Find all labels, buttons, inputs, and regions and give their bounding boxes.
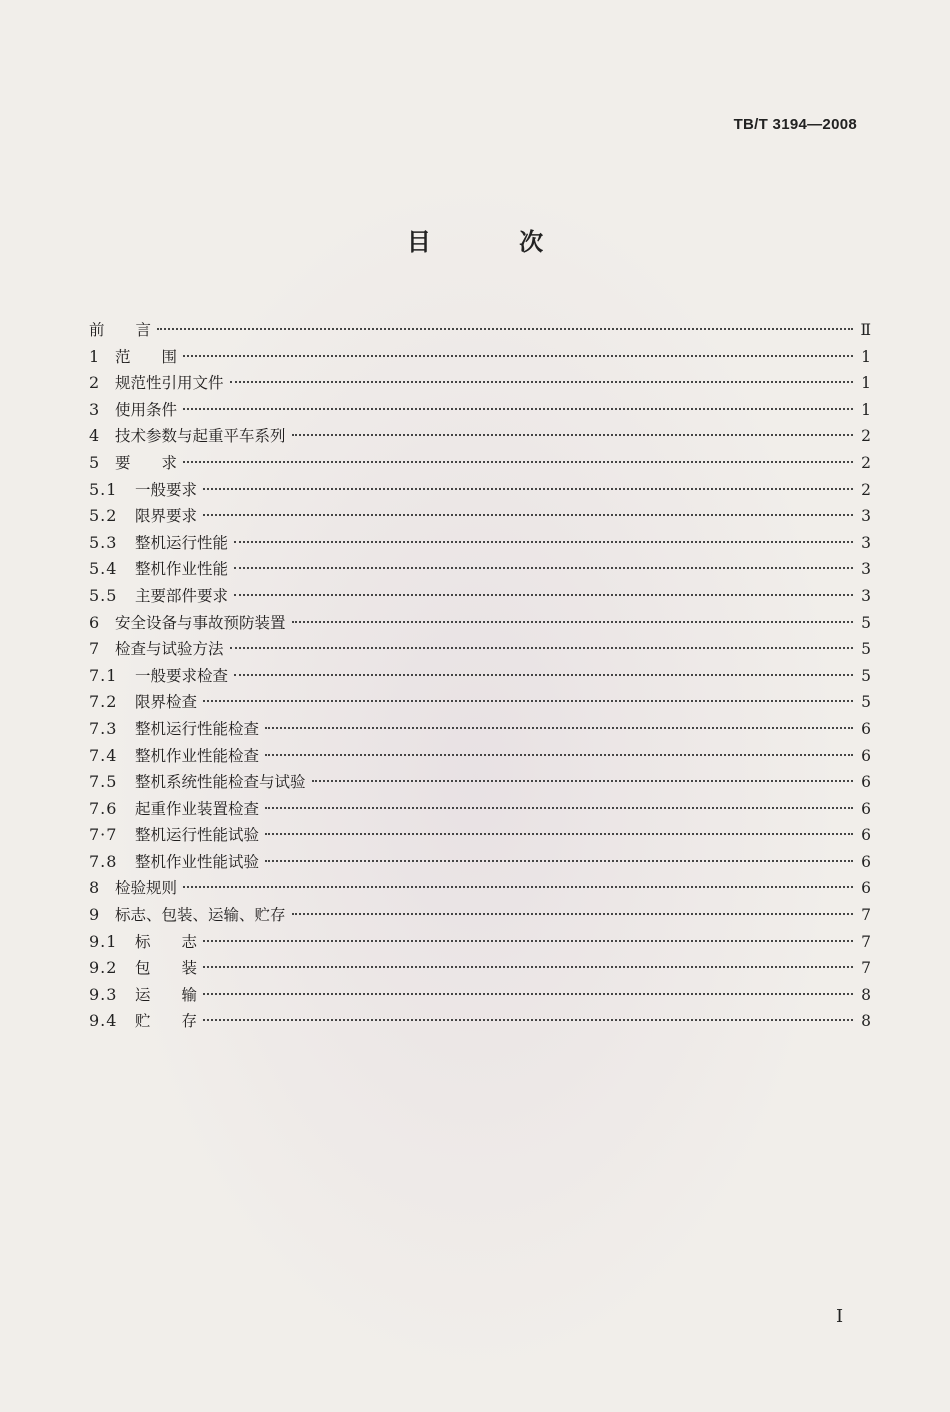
toc-entry-label: 一般要求检查 (135, 666, 229, 685)
toc-dot-leader (265, 727, 853, 729)
toc-entry-page: 8 (861, 985, 871, 1004)
toc-entry-label: 起重作业装置检查 (135, 799, 260, 818)
toc-entry-page: 6 (861, 826, 871, 845)
toc-entry (89, 743, 871, 770)
toc-entry-page: 6 (861, 879, 871, 898)
toc-dot-leader (292, 621, 853, 623)
toc-entry-page: 8 (861, 1012, 871, 1031)
toc-entry-label: 整机系统性能检查与试验 (135, 773, 306, 792)
standard-code: TB/T 3194—2008 (733, 116, 857, 133)
toc-entry-number: 9.4 (89, 1011, 118, 1031)
toc-entry-page: 3 (861, 586, 871, 605)
toc-entry-page: Ⅱ (860, 321, 871, 339)
toc-entry-page: 3 (861, 560, 871, 579)
toc-entry (89, 663, 871, 690)
toc-entry (89, 397, 871, 424)
toc-entry-page: 2 (861, 480, 871, 499)
toc-entry (89, 423, 871, 450)
toc-entry-page: 5 (861, 640, 871, 659)
toc-entry-number: 9.3 (89, 984, 118, 1004)
toc-entry (89, 344, 871, 371)
toc-entry-number: 7.1 (89, 665, 118, 685)
toc-entry-page: 7 (861, 932, 871, 951)
toc-entry-page: 7 (861, 906, 871, 925)
toc-entry-number: 7·7 (89, 825, 118, 845)
toc-entry-page: 1 (861, 400, 871, 419)
toc-entry (89, 530, 871, 557)
toc-entry (89, 796, 871, 823)
toc-entry-label: 技术参数与起重平车系列 (115, 427, 286, 446)
toc-dot-leader (230, 381, 853, 383)
toc-dot-leader (157, 328, 853, 330)
toc-entry-number: 3 (89, 399, 100, 419)
toc-entry-page: 5 (861, 666, 871, 685)
toc-entry-number: 7.3 (89, 718, 118, 738)
toc-entry-number: 7 (89, 639, 100, 659)
toc-dot-leader (203, 488, 853, 490)
toc-entry-number: 1 (89, 346, 100, 366)
toc-entry-page: 6 (861, 852, 871, 871)
toc-dot-leader (234, 541, 853, 543)
toc-entry-number: 8 (89, 878, 100, 898)
toc-dot-leader (265, 807, 853, 809)
toc-entry (89, 450, 871, 477)
toc-entry (89, 583, 871, 610)
toc-entry-page: 7 (861, 959, 871, 978)
toc-entry-page: 2 (861, 453, 871, 472)
toc-entry-label: 检验规则 (115, 879, 178, 898)
toc-entry-number: 9 (89, 905, 100, 925)
toc-entry-label: 标 志 (135, 932, 198, 951)
toc-dot-leader (265, 860, 853, 862)
toc-dot-leader (312, 780, 853, 782)
toc-entry-number: 2 (89, 373, 100, 393)
toc-entry-label: 规范性引用文件 (115, 374, 224, 393)
toc-entry-page: 2 (861, 427, 871, 446)
toc-entry-number: 6 (89, 612, 100, 632)
toc-entry-number: 5.1 (89, 479, 118, 499)
toc-entry-label: 要 求 (115, 453, 178, 472)
toc-entry (89, 1008, 871, 1035)
toc-dot-leader (183, 355, 853, 357)
toc-entry (89, 902, 871, 929)
toc-entry (89, 556, 871, 583)
toc-entry-label: 主要部件要求 (135, 586, 229, 605)
toc-dot-leader (234, 567, 853, 569)
toc-entry-label: 限界要求 (135, 507, 198, 526)
toc-entry (89, 929, 871, 956)
toc-entry-page: 6 (861, 746, 871, 765)
toc-entry (89, 875, 871, 902)
toc-entry-number: 5.2 (89, 506, 118, 526)
toc-dot-leader (292, 434, 853, 436)
toc-dot-leader (183, 408, 853, 410)
toc-entry-label: 整机运行性能 (135, 533, 229, 552)
toc-entry-label: 前 言 (89, 321, 152, 339)
toc-entry-number: 7.8 (89, 851, 118, 871)
toc-entry-number: 5.5 (89, 585, 118, 605)
toc-entry (89, 769, 871, 796)
toc-dot-leader (234, 594, 853, 596)
toc-entry (89, 477, 871, 504)
toc-entry-label: 范 围 (115, 347, 178, 366)
toc-dot-leader (203, 700, 853, 702)
toc-entry-page: 1 (861, 347, 871, 366)
toc-entry-page: 1 (861, 374, 871, 393)
toc-entry-label: 运 输 (135, 985, 198, 1004)
toc-dot-leader (183, 461, 853, 463)
toc-entry-label: 使用条件 (115, 400, 178, 419)
toc-dot-leader (203, 940, 853, 942)
toc-entry-label: 标志、包装、运输、贮存 (115, 906, 286, 925)
toc-entry (89, 982, 871, 1009)
toc-entry-number: 7.2 (89, 692, 118, 712)
toc-entry-number: 7.5 (89, 772, 118, 792)
toc-entry-page: 5 (861, 613, 871, 632)
toc-entry-label: 包 装 (135, 959, 198, 978)
toc-dot-leader (234, 674, 853, 676)
toc-entry-label: 贮 存 (135, 1012, 198, 1031)
toc-entry (89, 955, 871, 982)
toc-dot-leader (292, 913, 853, 915)
toc-entry (89, 610, 871, 637)
toc-entry-page: 3 (861, 533, 871, 552)
toc-entry-label: 整机运行性能试验 (135, 826, 260, 845)
toc-dot-leader (203, 966, 853, 968)
toc-entry-page: 6 (861, 773, 871, 792)
toc-entry-label: 一般要求 (135, 480, 198, 499)
toc-entry (89, 503, 871, 530)
toc-entry-label: 检查与试验方法 (115, 640, 224, 659)
toc-entry-number: 5.3 (89, 532, 118, 552)
toc-entry-number: 9.2 (89, 958, 118, 978)
toc-entry-page: 5 (861, 693, 871, 712)
toc-entry-label: 整机作业性能试验 (135, 852, 260, 871)
toc-dot-leader (265, 754, 853, 756)
page-number: I (836, 1306, 844, 1327)
toc-entry-number: 7.4 (89, 745, 118, 765)
toc-entry-number: 5.4 (89, 559, 118, 579)
toc-entry-number: 4 (89, 426, 100, 446)
toc-entry-page: 3 (861, 507, 871, 526)
toc-dot-leader (203, 514, 853, 516)
toc-dot-leader (203, 1019, 853, 1021)
table-of-contents (89, 317, 871, 1035)
toc-dot-leader (183, 886, 853, 888)
toc-entry-label: 整机运行性能检查 (135, 719, 260, 738)
toc-dot-leader (203, 993, 853, 995)
toc-dot-leader (230, 647, 853, 649)
toc-entry (89, 822, 871, 849)
toc-entry (89, 716, 871, 743)
toc-entry-label: 整机作业性能检查 (135, 746, 260, 765)
toc-entry-label: 限界检查 (135, 693, 198, 712)
toc-entry-page: 6 (861, 799, 871, 818)
toc-entry (89, 689, 871, 716)
toc-dot-leader (265, 833, 853, 835)
toc-entry-label: 整机作业性能 (135, 560, 229, 579)
toc-entry-page: 6 (861, 719, 871, 738)
toc-entry-number: 7.6 (89, 798, 118, 818)
toc-entry (89, 370, 871, 397)
toc-entry (89, 317, 871, 344)
toc-entry (89, 849, 871, 876)
toc-title: 目 次 (406, 228, 584, 256)
toc-entry-number: 5 (89, 452, 100, 472)
toc-entry-label: 安全设备与事故预防装置 (115, 613, 286, 632)
toc-entry-number: 9.1 (89, 931, 118, 951)
toc-entry (89, 636, 871, 663)
